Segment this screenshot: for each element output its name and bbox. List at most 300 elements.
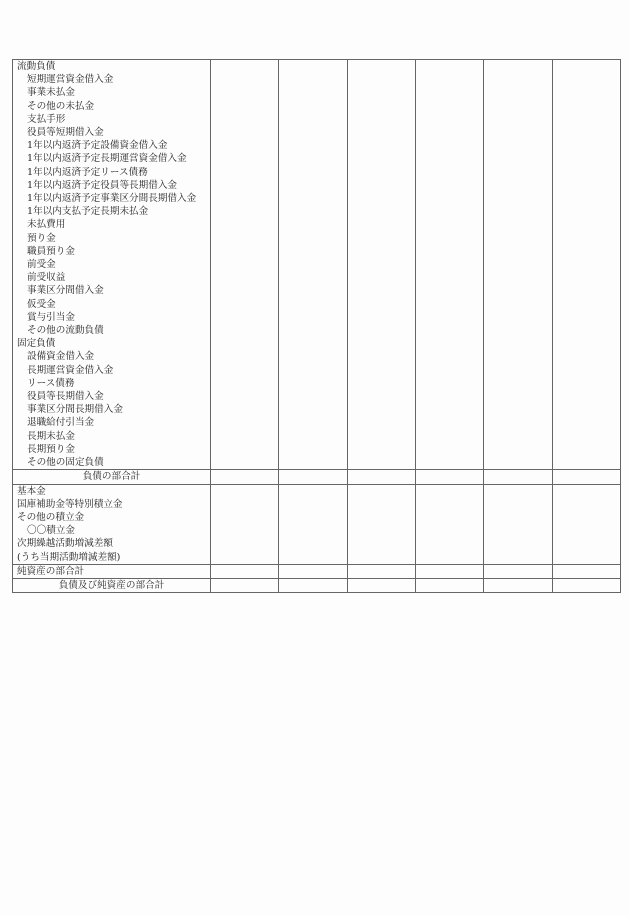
value-cell xyxy=(210,232,278,245)
value-cell xyxy=(279,456,347,470)
value-cell xyxy=(279,232,347,245)
value-cell xyxy=(347,179,415,192)
value-cell xyxy=(552,511,620,524)
value-cell xyxy=(552,298,620,311)
line-item-label: 1年以内返済予定役員等長期借入金 xyxy=(13,179,211,192)
table-row xyxy=(13,100,621,113)
value-cell xyxy=(415,403,483,416)
value-cell xyxy=(279,484,347,498)
value-cell xyxy=(279,271,347,284)
line-item-label: 未払費用 xyxy=(13,218,211,231)
value-cell xyxy=(484,298,552,311)
line-item-label: 退職給付引当金 xyxy=(13,416,211,429)
value-cell xyxy=(279,73,347,86)
value-cell xyxy=(552,152,620,165)
value-cell xyxy=(279,524,347,537)
line-item-label: 預り金 xyxy=(13,232,211,245)
value-cell xyxy=(347,258,415,271)
value-cell xyxy=(210,271,278,284)
value-cell xyxy=(415,298,483,311)
table-row xyxy=(13,245,621,258)
value-cell xyxy=(347,390,415,403)
value-cell xyxy=(552,311,620,324)
value-cell xyxy=(415,390,483,403)
table-row xyxy=(13,377,621,390)
net-assets-subtotal-label: 純資産の部合計 xyxy=(13,564,211,578)
value-cell xyxy=(279,403,347,416)
table-row xyxy=(13,258,621,271)
value-cell xyxy=(347,218,415,231)
value-cell xyxy=(484,524,552,537)
line-item-label: 設備資金借入金 xyxy=(13,350,211,363)
value-cell xyxy=(552,205,620,218)
value-cell xyxy=(552,350,620,363)
line-item-label: 役員等短期借入金 xyxy=(13,126,211,139)
value-cell xyxy=(210,456,278,470)
value-cell xyxy=(279,430,347,443)
value-cell xyxy=(210,337,278,350)
value-cell xyxy=(415,470,483,484)
table-row xyxy=(13,364,621,377)
table-row xyxy=(13,271,621,284)
section-header-fixed-liabilities: 固定負債 xyxy=(13,337,211,350)
value-cell xyxy=(279,350,347,363)
value-cell xyxy=(484,126,552,139)
value-cell xyxy=(347,337,415,350)
value-cell xyxy=(552,364,620,377)
value-cell xyxy=(415,192,483,205)
value-cell xyxy=(347,245,415,258)
value-cell xyxy=(210,403,278,416)
value-cell xyxy=(552,498,620,511)
value-cell xyxy=(415,205,483,218)
value-cell xyxy=(415,152,483,165)
value-cell xyxy=(484,456,552,470)
value-cell xyxy=(415,578,483,592)
value-cell xyxy=(279,364,347,377)
value-cell xyxy=(347,551,415,565)
value-cell xyxy=(210,537,278,550)
value-cell xyxy=(484,498,552,511)
value-cell xyxy=(347,511,415,524)
value-cell xyxy=(210,578,278,592)
value-cell xyxy=(415,443,483,456)
value-cell xyxy=(210,511,278,524)
table-row xyxy=(13,86,621,99)
liabilities-subtotal-label: 負債の部合計 xyxy=(13,470,211,484)
line-item-label: 1年以内返済予定事業区分間長期借入金 xyxy=(13,192,211,205)
value-cell xyxy=(210,205,278,218)
value-cell xyxy=(552,324,620,337)
value-cell xyxy=(210,218,278,231)
value-cell xyxy=(415,311,483,324)
section-header-current-liabilities: 流動負債 xyxy=(13,60,211,74)
table-row xyxy=(13,537,621,550)
table-row xyxy=(13,298,621,311)
value-cell xyxy=(552,337,620,350)
table-row xyxy=(13,578,621,592)
value-cell xyxy=(347,350,415,363)
value-cell xyxy=(279,245,347,258)
value-cell xyxy=(415,350,483,363)
value-cell xyxy=(210,430,278,443)
value-cell xyxy=(552,537,620,550)
value-cell xyxy=(347,232,415,245)
value-cell xyxy=(347,537,415,550)
value-cell xyxy=(279,205,347,218)
line-item-label: その他の未払金 xyxy=(13,100,211,113)
value-cell xyxy=(552,470,620,484)
value-cell xyxy=(210,484,278,498)
table-row xyxy=(13,551,621,565)
line-item-label: 支払手形 xyxy=(13,113,211,126)
line-item-label: その他の流動負債 xyxy=(13,324,211,337)
value-cell xyxy=(552,245,620,258)
value-cell xyxy=(484,86,552,99)
value-cell xyxy=(484,377,552,390)
value-cell xyxy=(552,126,620,139)
value-cell xyxy=(279,311,347,324)
value-cell xyxy=(484,337,552,350)
table-row xyxy=(13,524,621,537)
grand-total-label: 負債及び純資産の部合計 xyxy=(13,578,211,592)
value-cell xyxy=(552,86,620,99)
value-cell xyxy=(415,284,483,297)
table-row xyxy=(13,284,621,297)
value-cell xyxy=(484,113,552,126)
value-cell xyxy=(415,456,483,470)
value-cell xyxy=(552,139,620,152)
value-cell xyxy=(279,179,347,192)
value-cell xyxy=(210,86,278,99)
value-cell xyxy=(552,271,620,284)
value-cell xyxy=(210,470,278,484)
value-cell xyxy=(552,284,620,297)
table-row xyxy=(13,390,621,403)
value-cell xyxy=(347,578,415,592)
value-cell xyxy=(347,113,415,126)
value-cell xyxy=(279,390,347,403)
value-cell xyxy=(210,377,278,390)
line-item-label: 短期運営資金借入金 xyxy=(13,73,211,86)
line-item-label: 基本金 xyxy=(13,484,211,498)
table-row xyxy=(13,205,621,218)
value-cell xyxy=(279,166,347,179)
table-row xyxy=(13,218,621,231)
table-row xyxy=(13,564,621,578)
value-cell xyxy=(484,564,552,578)
line-item-label: 1年以内支払予定長期未払金 xyxy=(13,205,211,218)
value-cell xyxy=(415,377,483,390)
value-cell xyxy=(279,324,347,337)
value-cell xyxy=(484,232,552,245)
value-cell xyxy=(279,218,347,231)
value-cell xyxy=(279,377,347,390)
value-cell xyxy=(279,578,347,592)
value-cell xyxy=(347,271,415,284)
value-cell xyxy=(347,311,415,324)
value-cell xyxy=(347,524,415,537)
value-cell xyxy=(484,470,552,484)
value-cell xyxy=(210,60,278,74)
value-cell xyxy=(484,258,552,271)
table-row xyxy=(13,139,621,152)
line-item-label: 事業区分間借入金 xyxy=(13,284,211,297)
table-row xyxy=(13,192,621,205)
value-cell xyxy=(484,311,552,324)
value-cell xyxy=(415,232,483,245)
value-cell xyxy=(484,73,552,86)
value-cell xyxy=(415,113,483,126)
value-cell xyxy=(415,218,483,231)
value-cell xyxy=(347,324,415,337)
value-cell xyxy=(415,60,483,74)
value-cell xyxy=(279,86,347,99)
table-row xyxy=(13,337,621,350)
line-item-label: 長期預り金 xyxy=(13,443,211,456)
value-cell xyxy=(279,564,347,578)
value-cell xyxy=(484,324,552,337)
value-cell xyxy=(279,192,347,205)
value-cell xyxy=(210,166,278,179)
line-item-label: (うち当期活動増減差額) xyxy=(13,551,211,565)
value-cell xyxy=(415,139,483,152)
value-cell xyxy=(415,337,483,350)
value-cell xyxy=(210,498,278,511)
line-item-label: 1年以内返済予定リース債務 xyxy=(13,166,211,179)
line-item-label: 1年以内返済予定設備資金借入金 xyxy=(13,139,211,152)
value-cell xyxy=(552,73,620,86)
value-cell xyxy=(347,377,415,390)
value-cell xyxy=(347,298,415,311)
value-cell xyxy=(210,113,278,126)
value-cell xyxy=(210,139,278,152)
value-cell xyxy=(415,86,483,99)
value-cell xyxy=(347,205,415,218)
value-cell xyxy=(552,484,620,498)
line-item-label: 事業未払金 xyxy=(13,86,211,99)
value-cell xyxy=(347,470,415,484)
line-item-label: その他の積立金 xyxy=(13,511,211,524)
value-cell xyxy=(415,564,483,578)
line-item-label: その他の固定負債 xyxy=(13,456,211,470)
value-cell xyxy=(552,192,620,205)
table-row xyxy=(13,403,621,416)
value-cell xyxy=(210,416,278,429)
value-cell xyxy=(210,284,278,297)
value-cell xyxy=(552,218,620,231)
value-cell xyxy=(279,258,347,271)
value-cell xyxy=(484,271,552,284)
value-cell xyxy=(552,390,620,403)
value-cell xyxy=(279,126,347,139)
line-item-label: 仮受金 xyxy=(13,298,211,311)
table-row xyxy=(13,179,621,192)
table-row xyxy=(13,324,621,337)
value-cell xyxy=(347,100,415,113)
table-row xyxy=(13,166,621,179)
table-row xyxy=(13,456,621,470)
value-cell xyxy=(484,166,552,179)
value-cell xyxy=(210,179,278,192)
value-cell xyxy=(210,364,278,377)
value-cell xyxy=(279,511,347,524)
line-item-label: 1年以内返済予定長期運営資金借入金 xyxy=(13,152,211,165)
value-cell xyxy=(210,443,278,456)
table-row xyxy=(13,416,621,429)
value-cell xyxy=(415,258,483,271)
value-cell xyxy=(279,498,347,511)
value-cell xyxy=(347,416,415,429)
value-cell xyxy=(210,390,278,403)
value-cell xyxy=(347,60,415,74)
line-item-label: 長期運営資金借入金 xyxy=(13,364,211,377)
value-cell xyxy=(552,524,620,537)
value-cell xyxy=(415,245,483,258)
value-cell xyxy=(279,113,347,126)
value-cell xyxy=(347,364,415,377)
value-cell xyxy=(552,60,620,74)
value-cell xyxy=(210,152,278,165)
value-cell xyxy=(347,152,415,165)
value-cell xyxy=(347,456,415,470)
table-row xyxy=(13,350,621,363)
value-cell xyxy=(210,100,278,113)
line-item-label: 前受金 xyxy=(13,258,211,271)
value-cell xyxy=(484,578,552,592)
table-row xyxy=(13,311,621,324)
value-cell xyxy=(484,218,552,231)
value-cell xyxy=(415,166,483,179)
value-cell xyxy=(484,192,552,205)
value-cell xyxy=(552,403,620,416)
value-cell xyxy=(484,430,552,443)
value-cell xyxy=(552,551,620,565)
value-cell xyxy=(347,126,415,139)
value-cell xyxy=(279,298,347,311)
value-cell xyxy=(484,350,552,363)
value-cell xyxy=(210,551,278,565)
value-cell xyxy=(415,498,483,511)
value-cell xyxy=(484,205,552,218)
value-cell xyxy=(210,524,278,537)
value-cell xyxy=(210,311,278,324)
value-cell xyxy=(415,524,483,537)
value-cell xyxy=(415,73,483,86)
value-cell xyxy=(484,551,552,565)
table-row xyxy=(13,113,621,126)
value-cell xyxy=(484,60,552,74)
line-item-label: 次期繰越活動増減差額 xyxy=(13,537,211,550)
value-cell xyxy=(415,484,483,498)
value-cell xyxy=(347,192,415,205)
table-row xyxy=(13,484,621,498)
value-cell xyxy=(415,100,483,113)
table-row xyxy=(13,498,621,511)
value-cell xyxy=(210,298,278,311)
value-cell xyxy=(347,284,415,297)
value-cell xyxy=(552,377,620,390)
value-cell xyxy=(210,126,278,139)
line-item-label: 長期未払金 xyxy=(13,430,211,443)
value-cell xyxy=(210,324,278,337)
value-cell xyxy=(552,166,620,179)
value-cell xyxy=(415,324,483,337)
value-cell xyxy=(279,537,347,550)
table-row xyxy=(13,232,621,245)
value-cell xyxy=(415,537,483,550)
value-cell xyxy=(347,564,415,578)
value-cell xyxy=(552,416,620,429)
value-cell xyxy=(484,179,552,192)
value-cell xyxy=(552,443,620,456)
value-cell xyxy=(415,416,483,429)
value-cell xyxy=(484,139,552,152)
value-cell xyxy=(347,484,415,498)
line-item-label: 賞与引当金 xyxy=(13,311,211,324)
value-cell xyxy=(415,271,483,284)
table-row xyxy=(13,470,621,484)
value-cell xyxy=(415,551,483,565)
table-row xyxy=(13,60,621,74)
line-item-label: 役員等長期借入金 xyxy=(13,390,211,403)
value-cell xyxy=(484,245,552,258)
value-cell xyxy=(347,86,415,99)
value-cell xyxy=(347,443,415,456)
value-cell xyxy=(415,179,483,192)
value-cell xyxy=(210,245,278,258)
value-cell xyxy=(484,443,552,456)
value-cell xyxy=(279,284,347,297)
value-cell xyxy=(347,403,415,416)
value-cell xyxy=(484,152,552,165)
value-cell xyxy=(552,100,620,113)
value-cell xyxy=(552,113,620,126)
value-cell xyxy=(347,430,415,443)
value-cell xyxy=(210,192,278,205)
value-cell xyxy=(415,511,483,524)
table-row xyxy=(13,73,621,86)
line-item-label: 事業区分間長期借入金 xyxy=(13,403,211,416)
value-cell xyxy=(279,416,347,429)
value-cell xyxy=(279,100,347,113)
table-row xyxy=(13,126,621,139)
value-cell xyxy=(484,403,552,416)
value-cell xyxy=(484,484,552,498)
value-cell xyxy=(210,564,278,578)
balance-sheet-liabilities-table xyxy=(12,59,621,593)
table-body xyxy=(13,60,621,593)
value-cell xyxy=(347,73,415,86)
value-cell xyxy=(279,337,347,350)
line-item-label: 〇〇積立金 xyxy=(13,524,211,537)
value-cell xyxy=(279,139,347,152)
value-cell xyxy=(210,258,278,271)
value-cell xyxy=(347,498,415,511)
line-item-label: リース債務 xyxy=(13,377,211,390)
value-cell xyxy=(279,551,347,565)
line-item-label: 国庫補助金等特別積立金 xyxy=(13,498,211,511)
table-row xyxy=(13,430,621,443)
value-cell xyxy=(279,443,347,456)
value-cell xyxy=(552,430,620,443)
value-cell xyxy=(552,179,620,192)
value-cell xyxy=(415,126,483,139)
value-cell xyxy=(552,564,620,578)
value-cell xyxy=(484,416,552,429)
value-cell xyxy=(484,537,552,550)
value-cell xyxy=(279,60,347,74)
